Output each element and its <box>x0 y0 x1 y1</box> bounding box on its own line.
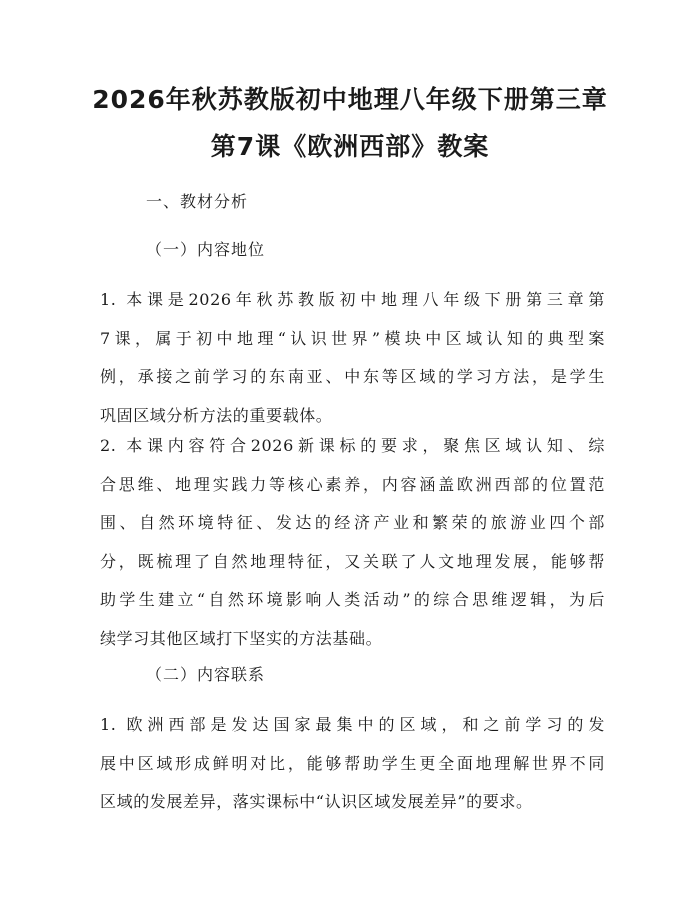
paragraph-line: 合思维、地理实践力等核心素养，内容涵盖欧洲西部的位置范 <box>100 474 605 494</box>
paragraph-line: 分，既梳理了自然地理特征，又关联了人文地理发展，能够帮 <box>100 551 605 571</box>
paragraph-line: 巩固区域分析方法的重要载体。 <box>100 405 333 425</box>
paragraph-line: 例，承接之前学习的东南亚、中东等区域的学习方法，是学生 <box>100 367 605 386</box>
subsection-heading-content-position: （一）内容地位 <box>146 240 266 259</box>
paragraph-3 <box>100 706 605 822</box>
paragraph-line: 助学生建立“自然环境影响人类活动”的综合思维逻辑，为后 <box>100 590 605 609</box>
document-title-line-2: 第7课《欧洲西部》教案 <box>210 132 490 161</box>
section-heading-textbook-analysis: 一、教材分析 <box>146 192 249 211</box>
document-title-line-1: 2026年秋苏教版初中地理八年级下册第三章 <box>92 85 608 114</box>
paragraph-line: 1. 欧洲西部是发达国家最集中的区域，和之前学习的发 <box>100 715 605 734</box>
paragraph-line: 续学习其他区域打下坚实的方法基础。 <box>100 628 383 648</box>
paragraph-line: 区域的发展差异，落实课标中“认识区域发展差异”的要求。 <box>100 792 533 811</box>
paragraph-line: 围、自然环境特征、发达的经济产业和繁荣的旅游业四个部 <box>100 513 605 532</box>
subsection-heading-content-connection: （二）内容联系 <box>146 665 266 684</box>
paragraph-line: 7课，属于初中地理“认识世界”模块中区域认知的典型案 <box>100 328 605 348</box>
paragraph-2 <box>100 427 605 658</box>
paragraph-line: 2. 本课内容符合2026新课标的要求，聚焦区域认知、综 <box>100 436 605 455</box>
paragraph-line: 1. 本课是2026年秋苏教版初中地理八年级下册第三章第 <box>100 290 605 309</box>
paragraph-1 <box>100 281 605 435</box>
paragraph-line: 展中区域形成鲜明对比，能够帮助学生更全面地理解世界不同 <box>100 753 605 773</box>
